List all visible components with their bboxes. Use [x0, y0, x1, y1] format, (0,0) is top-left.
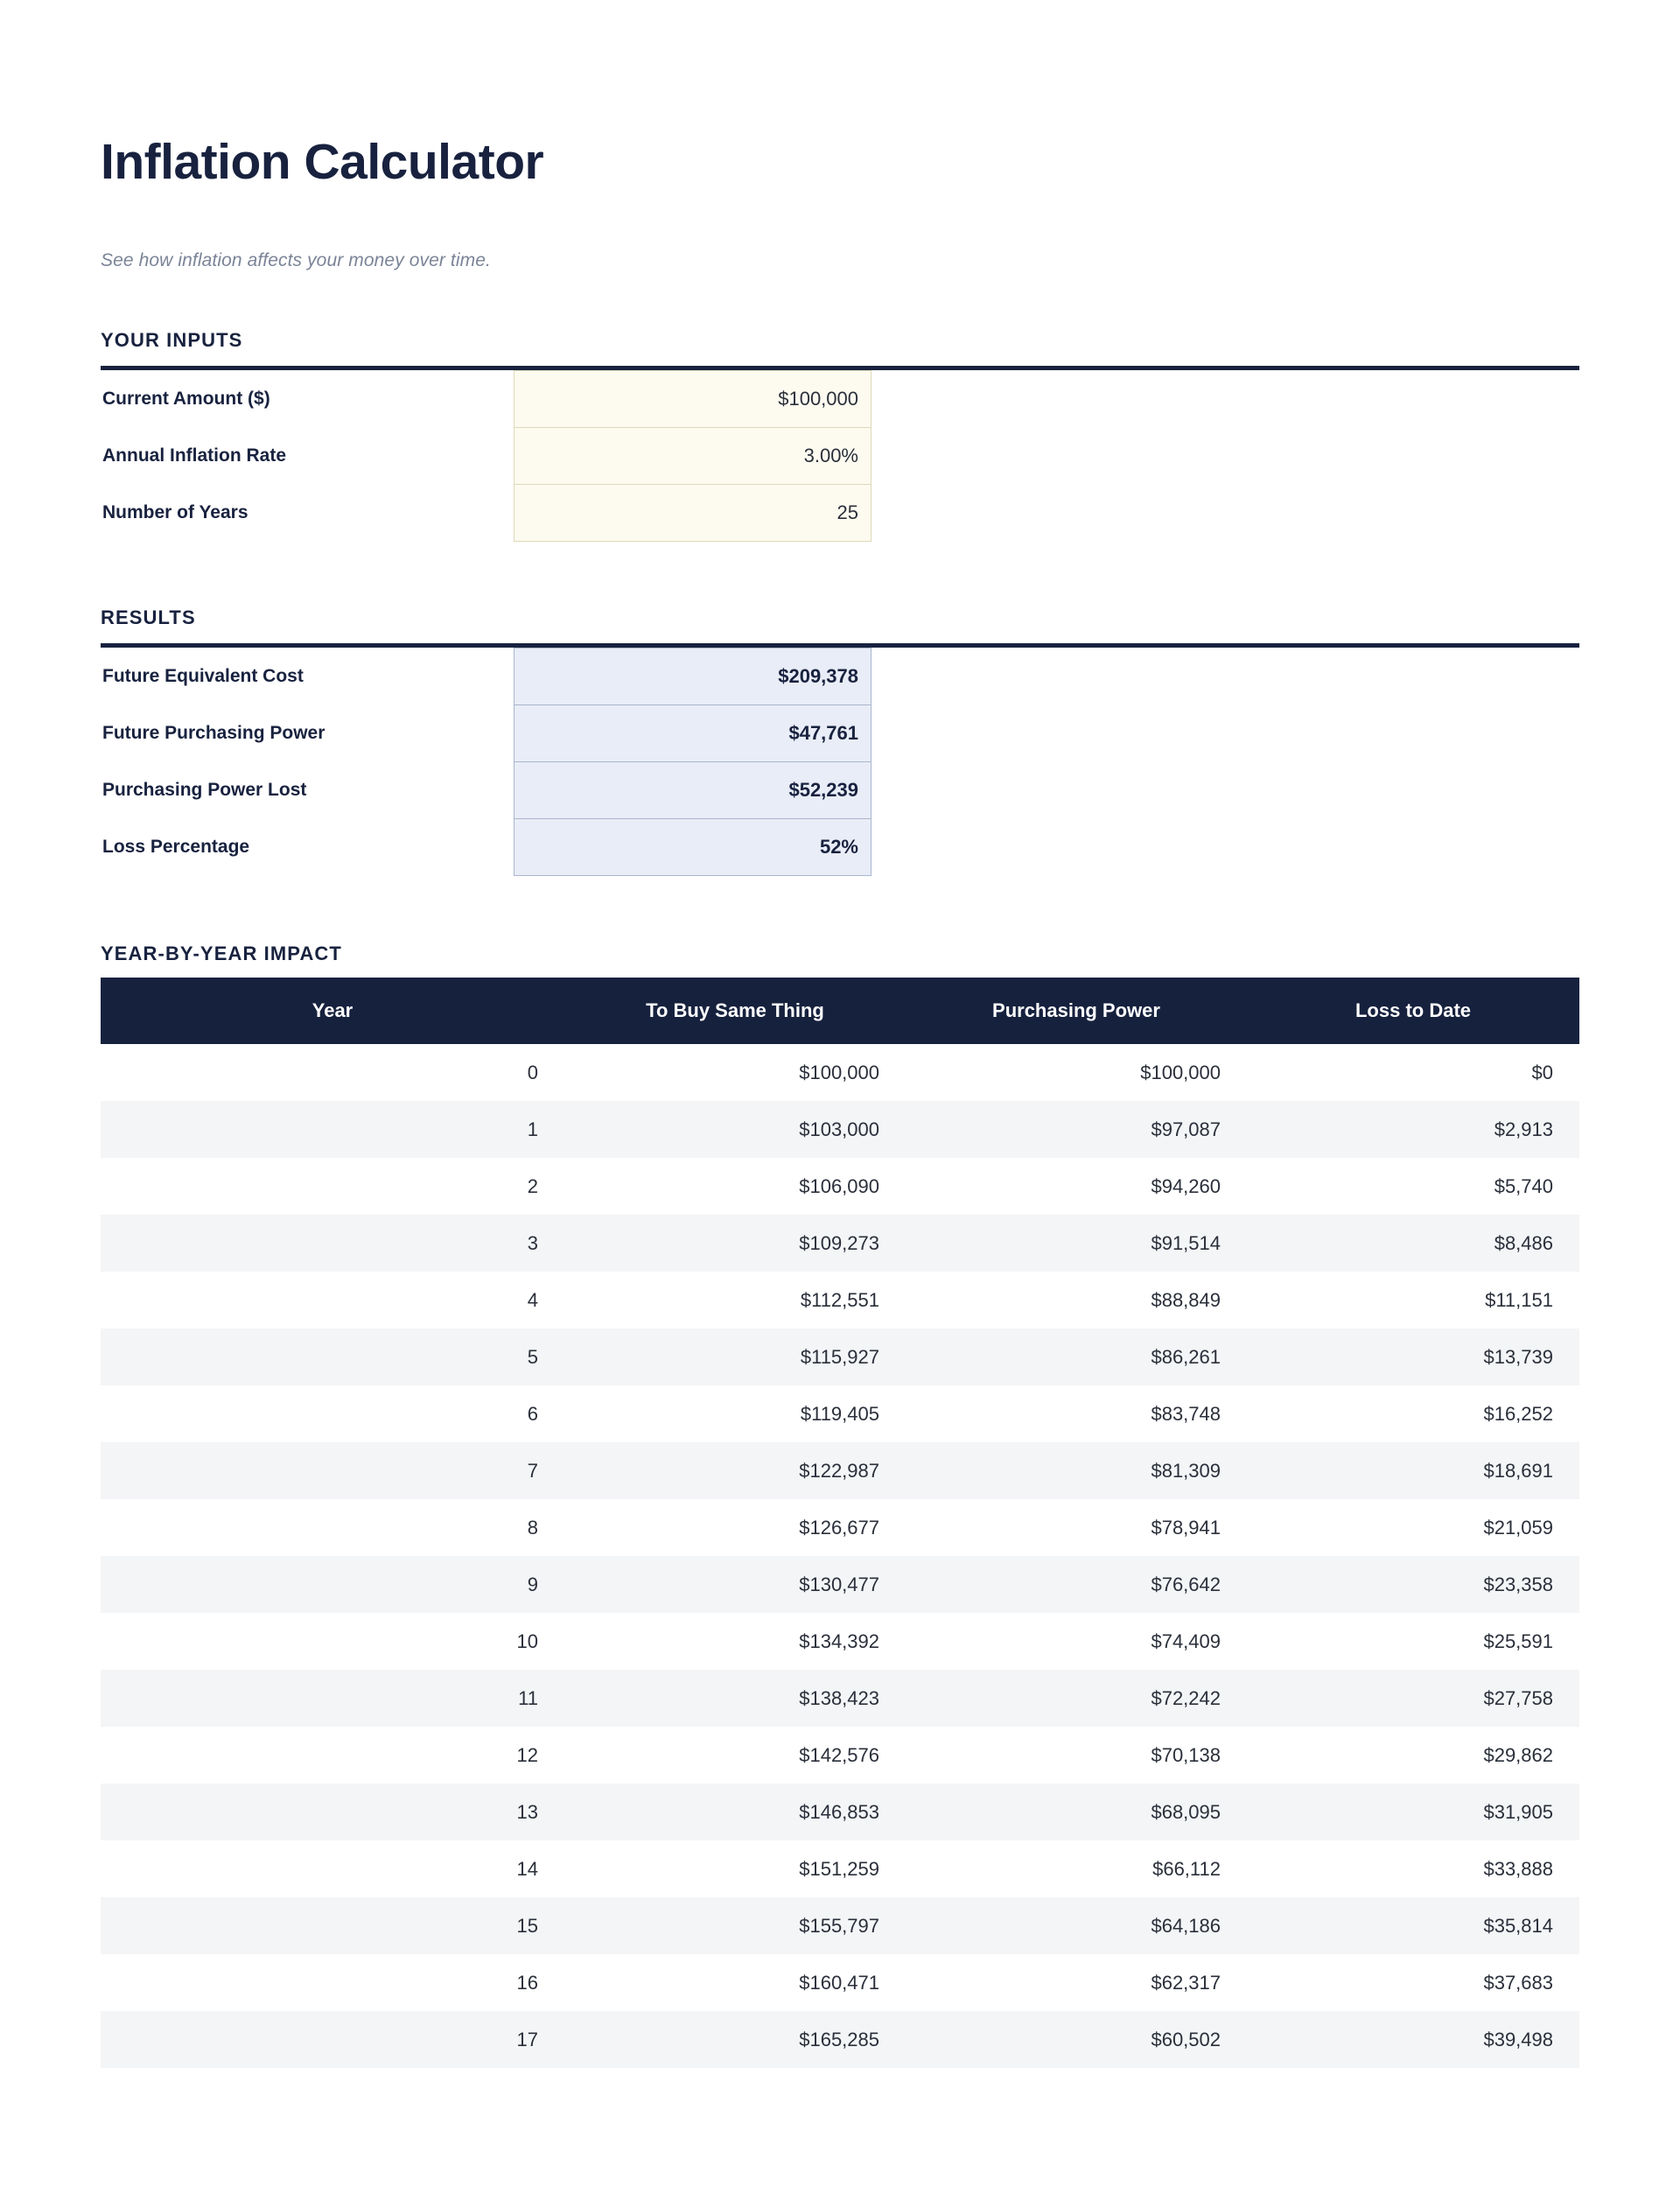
- cell-to-buy-same-thing: $115,927: [564, 1328, 906, 1385]
- input-row-number-of-years: [101, 485, 1592, 542]
- result-label-loss-percentage: Loss Percentage: [102, 837, 250, 858]
- inputs-spacer-cell: [872, 485, 1593, 542]
- cell-year: 5: [101, 1328, 564, 1385]
- cell-loss-to-date: $21,059: [1247, 1499, 1579, 1556]
- column-header-purchasing-power[interactable]: Purchasing Power: [906, 978, 1247, 1044]
- cell-loss-to-date: $2,913: [1247, 1101, 1579, 1158]
- table-row: [101, 1784, 1579, 1840]
- table-row: [101, 1044, 1579, 1101]
- cell-purchasing-power: $60,502: [906, 2011, 1247, 2068]
- cell-purchasing-power: $81,309: [906, 1442, 1247, 1499]
- column-header-year[interactable]: Year: [101, 978, 564, 1044]
- cell-year: 10: [101, 1613, 564, 1670]
- cell-to-buy-same-thing: $119,405: [564, 1385, 906, 1442]
- cell-year: 11: [101, 1670, 564, 1727]
- cell-loss-to-date: $13,739: [1247, 1328, 1579, 1385]
- cell-loss-to-date: $11,151: [1247, 1272, 1579, 1328]
- result-value-loss-percentage: 52%: [514, 819, 872, 876]
- section-heading-results: RESULTS: [101, 606, 196, 629]
- cell-year: 15: [101, 1897, 564, 1954]
- table-row: [101, 1272, 1579, 1328]
- table-row: [101, 1215, 1579, 1272]
- table-row: [101, 1670, 1579, 1727]
- cell-to-buy-same-thing: $142,576: [564, 1727, 906, 1784]
- table-row: [101, 1385, 1579, 1442]
- input-label-inflation-rate: Annual Inflation Rate: [102, 445, 286, 466]
- cell-to-buy-same-thing: $100,000: [564, 1044, 906, 1101]
- input-value-inflation-rate[interactable]: 3.00%: [514, 428, 872, 485]
- result-label-purchasing-power-lost: Purchasing Power Lost: [102, 780, 307, 801]
- cell-purchasing-power: $88,849: [906, 1272, 1247, 1328]
- table-row: [101, 1442, 1579, 1499]
- result-value-future-purchasing-power: $47,761: [514, 705, 872, 762]
- table-row: [101, 1727, 1579, 1784]
- results-spacer-cell: [872, 705, 1593, 762]
- year-by-year-impact-table: [101, 978, 1579, 2068]
- cell-to-buy-same-thing: $160,471: [564, 1954, 906, 2011]
- cell-to-buy-same-thing: $103,000: [564, 1101, 906, 1158]
- table-row: [101, 1613, 1579, 1670]
- cell-to-buy-same-thing: $134,392: [564, 1613, 906, 1670]
- result-row-loss-percentage: [101, 819, 1592, 876]
- cell-purchasing-power: $83,748: [906, 1385, 1247, 1442]
- cell-loss-to-date: $0: [1247, 1044, 1579, 1101]
- cell-purchasing-power: $100,000: [906, 1044, 1247, 1101]
- input-label-number-of-years: Number of Years: [102, 502, 248, 523]
- table-row: [101, 1954, 1579, 2011]
- cell-year: 8: [101, 1499, 564, 1556]
- input-row-current-amount: [101, 371, 1592, 428]
- cell-loss-to-date: $5,740: [1247, 1158, 1579, 1215]
- cell-year: 6: [101, 1385, 564, 1442]
- cell-loss-to-date: $39,498: [1247, 2011, 1579, 2068]
- results-spacer-cell: [872, 819, 1593, 876]
- cell-to-buy-same-thing: $146,853: [564, 1784, 906, 1840]
- cell-year: 14: [101, 1840, 564, 1897]
- page-title: Inflation Calculator: [101, 134, 544, 191]
- table-row: [101, 1101, 1579, 1158]
- cell-purchasing-power: $62,317: [906, 1954, 1247, 2011]
- result-value-future-equivalent-cost: $209,378: [514, 648, 872, 705]
- cell-purchasing-power: $86,261: [906, 1328, 1247, 1385]
- cell-to-buy-same-thing: $126,677: [564, 1499, 906, 1556]
- cell-purchasing-power: $66,112: [906, 1840, 1247, 1897]
- input-value-number-of-years[interactable]: 25: [514, 485, 872, 542]
- cell-purchasing-power: $94,260: [906, 1158, 1247, 1215]
- cell-year: 0: [101, 1044, 564, 1101]
- cell-year: 13: [101, 1784, 564, 1840]
- cell-to-buy-same-thing: $112,551: [564, 1272, 906, 1328]
- table-row: [101, 1158, 1579, 1215]
- impact-table-header-row: [101, 978, 1579, 1044]
- cell-loss-to-date: $25,591: [1247, 1613, 1579, 1670]
- cell-loss-to-date: $31,905: [1247, 1784, 1579, 1840]
- results-spacer-cell: [872, 762, 1593, 819]
- table-row: [101, 1328, 1579, 1385]
- impact-table-body: [101, 1044, 1579, 2068]
- input-row-inflation-rate: [101, 428, 1592, 485]
- cell-year: 12: [101, 1727, 564, 1784]
- cell-purchasing-power: $64,186: [906, 1897, 1247, 1954]
- cell-year: 3: [101, 1215, 564, 1272]
- impact-table-head: [101, 978, 1579, 1044]
- cell-year: 4: [101, 1272, 564, 1328]
- table-row: [101, 1556, 1579, 1613]
- table-row: [101, 1897, 1579, 1954]
- result-label-future-equivalent-cost: Future Equivalent Cost: [102, 666, 304, 687]
- cell-to-buy-same-thing: $106,090: [564, 1158, 906, 1215]
- cell-to-buy-same-thing: $109,273: [564, 1215, 906, 1272]
- cell-year: 16: [101, 1954, 564, 2011]
- inputs-spacer-cell: [872, 371, 1593, 428]
- cell-loss-to-date: $29,862: [1247, 1727, 1579, 1784]
- page-subtitle: See how inflation affects your money over time.: [101, 250, 491, 271]
- cell-loss-to-date: $33,888: [1247, 1840, 1579, 1897]
- cell-loss-to-date: $18,691: [1247, 1442, 1579, 1499]
- inflation-calculator-page: [0, 33, 1680, 2208]
- cell-year: 2: [101, 1158, 564, 1215]
- cell-year: 9: [101, 1556, 564, 1613]
- cell-loss-to-date: $23,358: [1247, 1556, 1579, 1613]
- results-table: [101, 648, 1592, 876]
- cell-to-buy-same-thing: $151,259: [564, 1840, 906, 1897]
- cell-to-buy-same-thing: $130,477: [564, 1556, 906, 1613]
- result-row-future-equivalent-cost: [101, 648, 1592, 705]
- result-row-future-purchasing-power: [101, 705, 1592, 762]
- results-spacer-cell: [872, 648, 1593, 705]
- input-value-current-amount[interactable]: $100,000: [514, 371, 872, 428]
- cell-purchasing-power: $70,138: [906, 1727, 1247, 1784]
- column-header-loss-to-date[interactable]: Loss to Date: [1247, 978, 1579, 1044]
- cell-to-buy-same-thing: $138,423: [564, 1670, 906, 1727]
- cell-purchasing-power: $68,095: [906, 1784, 1247, 1840]
- section-heading-impact: YEAR-BY-YEAR IMPACT: [101, 943, 342, 965]
- result-value-purchasing-power-lost: $52,239: [514, 762, 872, 819]
- cell-purchasing-power: $91,514: [906, 1215, 1247, 1272]
- cell-loss-to-date: $8,486: [1247, 1215, 1579, 1272]
- table-row: [101, 1840, 1579, 1897]
- table-row: [101, 2011, 1579, 2068]
- cell-to-buy-same-thing: $155,797: [564, 1897, 906, 1954]
- cell-year: 17: [101, 2011, 564, 2068]
- cell-to-buy-same-thing: $122,987: [564, 1442, 906, 1499]
- cell-year: 7: [101, 1442, 564, 1499]
- cell-loss-to-date: $37,683: [1247, 1954, 1579, 2011]
- column-header-to-buy-same-thing[interactable]: To Buy Same Thing: [564, 978, 906, 1044]
- cell-loss-to-date: $27,758: [1247, 1670, 1579, 1727]
- result-label-future-purchasing-power: Future Purchasing Power: [102, 723, 326, 744]
- cell-purchasing-power: $72,242: [906, 1670, 1247, 1727]
- cell-to-buy-same-thing: $165,285: [564, 2011, 906, 2068]
- table-row: [101, 1499, 1579, 1556]
- cell-loss-to-date: $35,814: [1247, 1897, 1579, 1954]
- cell-purchasing-power: $78,941: [906, 1499, 1247, 1556]
- input-label-current-amount: Current Amount ($): [102, 389, 270, 410]
- inputs-spacer-cell: [872, 428, 1593, 485]
- inputs-table: [101, 370, 1592, 542]
- cell-purchasing-power: $97,087: [906, 1101, 1247, 1158]
- cell-purchasing-power: $74,409: [906, 1613, 1247, 1670]
- section-heading-inputs: YOUR INPUTS: [101, 329, 243, 352]
- result-row-purchasing-power-lost: [101, 762, 1592, 819]
- cell-year: 1: [101, 1101, 564, 1158]
- cell-purchasing-power: $76,642: [906, 1556, 1247, 1613]
- cell-loss-to-date: $16,252: [1247, 1385, 1579, 1442]
